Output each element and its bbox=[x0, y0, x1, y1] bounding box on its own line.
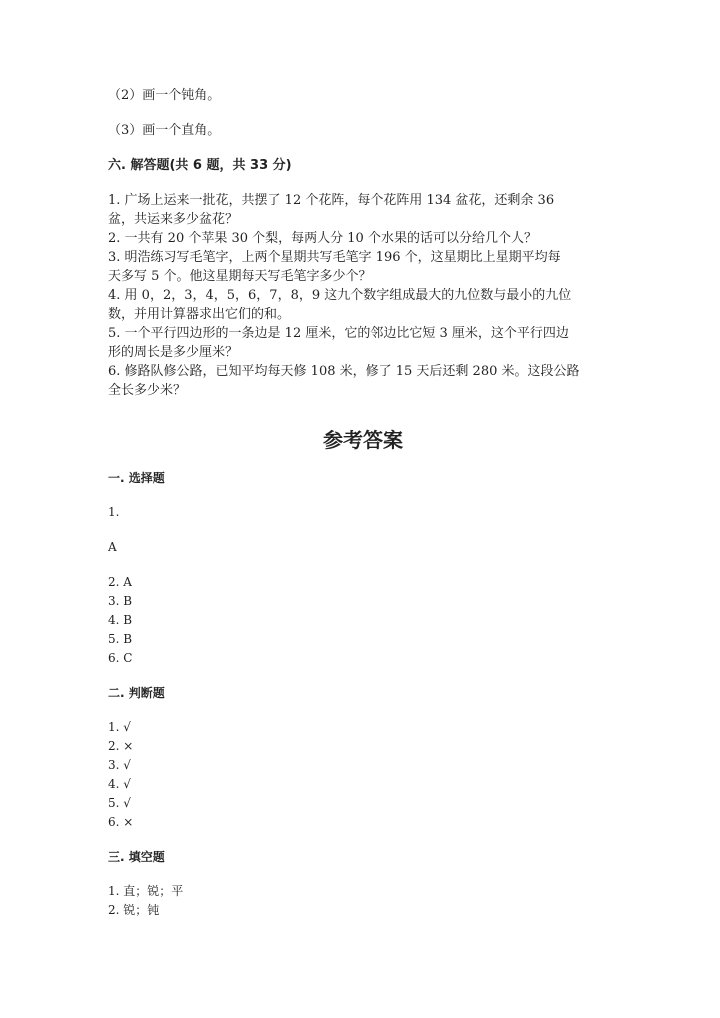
problem-line: 6. 修路队修公路，已知平均每天修 108 米，修了 15 天后还剩 280 米。这段公路 bbox=[108, 364, 580, 379]
answer-key-title: 参考答案 bbox=[323, 428, 403, 452]
answer-item: 4. √ bbox=[108, 777, 131, 791]
answers-section-2-heading: 二. 判断题 bbox=[108, 686, 165, 700]
answer-item: 3. √ bbox=[108, 758, 131, 772]
answer-item: 4. B bbox=[108, 613, 133, 627]
problem-line: 4. 用 0，2，3，4，5，6，7，8，9 这九个数字组成最大的九位数与最小的九位 bbox=[108, 288, 572, 303]
answer-item: 1. bbox=[108, 505, 120, 519]
drawing-task-obtuse: （2）画一个钝角。 bbox=[108, 88, 221, 103]
answer-item: 6. × bbox=[108, 815, 134, 829]
problem-line: 5. 一个平行四边形的一条边是 12 厘米，它的邻边比它短 3 厘米，这个平行四边 bbox=[108, 326, 569, 341]
document-page bbox=[108, 86, 618, 920]
problem-2 bbox=[108, 229, 618, 248]
answer-item: A bbox=[108, 540, 117, 554]
problem-line: 全长多少米？ bbox=[108, 383, 187, 398]
problem-5 bbox=[108, 324, 618, 362]
answer-item: 2. 锐；钝 bbox=[108, 903, 160, 917]
problem-4 bbox=[108, 286, 618, 324]
problem-line: 天多写 5 个。他这星期每天写毛笔字多少个？ bbox=[108, 269, 372, 284]
problem-line: 2. 一共有 20 个苹果 30 个梨，每两人分 10 个水果的话可以分给几个人？ bbox=[108, 231, 537, 246]
problem-1 bbox=[108, 191, 618, 229]
drawing-task-right: （3）画一个直角。 bbox=[108, 123, 221, 138]
answer-item: 2. A bbox=[108, 575, 132, 589]
problem-line: 1. 广场上运来一批花，共摆了 12 个花阵，每个花阵用 134 盆花，还剩余 36 bbox=[108, 193, 555, 208]
answer-item: 5. √ bbox=[108, 796, 131, 810]
answers-section-1-heading: 一. 选择题 bbox=[108, 471, 165, 485]
problem-3 bbox=[108, 248, 618, 286]
answer-item: 1. 直；锐；平 bbox=[108, 884, 184, 898]
section-6-heading: 六. 解答题(共 6 题，共 33 分) bbox=[108, 158, 292, 173]
answer-item: 2. × bbox=[108, 739, 134, 753]
answers-section-3-heading: 三. 填空题 bbox=[108, 850, 165, 864]
problem-list bbox=[108, 191, 618, 400]
problem-line: 盆，共运来多少盆花？ bbox=[108, 212, 239, 227]
problem-line: 形的周长是多少厘米？ bbox=[108, 345, 239, 360]
problem-line: 数，并用计算器求出它们的和。 bbox=[108, 307, 291, 322]
problem-6 bbox=[108, 362, 618, 400]
answer-item: 5. B bbox=[108, 632, 133, 646]
answer-item: 6. C bbox=[108, 651, 133, 665]
answer-item: 3. B bbox=[108, 594, 133, 608]
answer-item: 1. √ bbox=[108, 720, 131, 734]
problem-line: 3. 明浩练习写毛笔字，上两个星期共写毛笔字 196 个，这星期比上星期平均每 bbox=[108, 250, 561, 265]
